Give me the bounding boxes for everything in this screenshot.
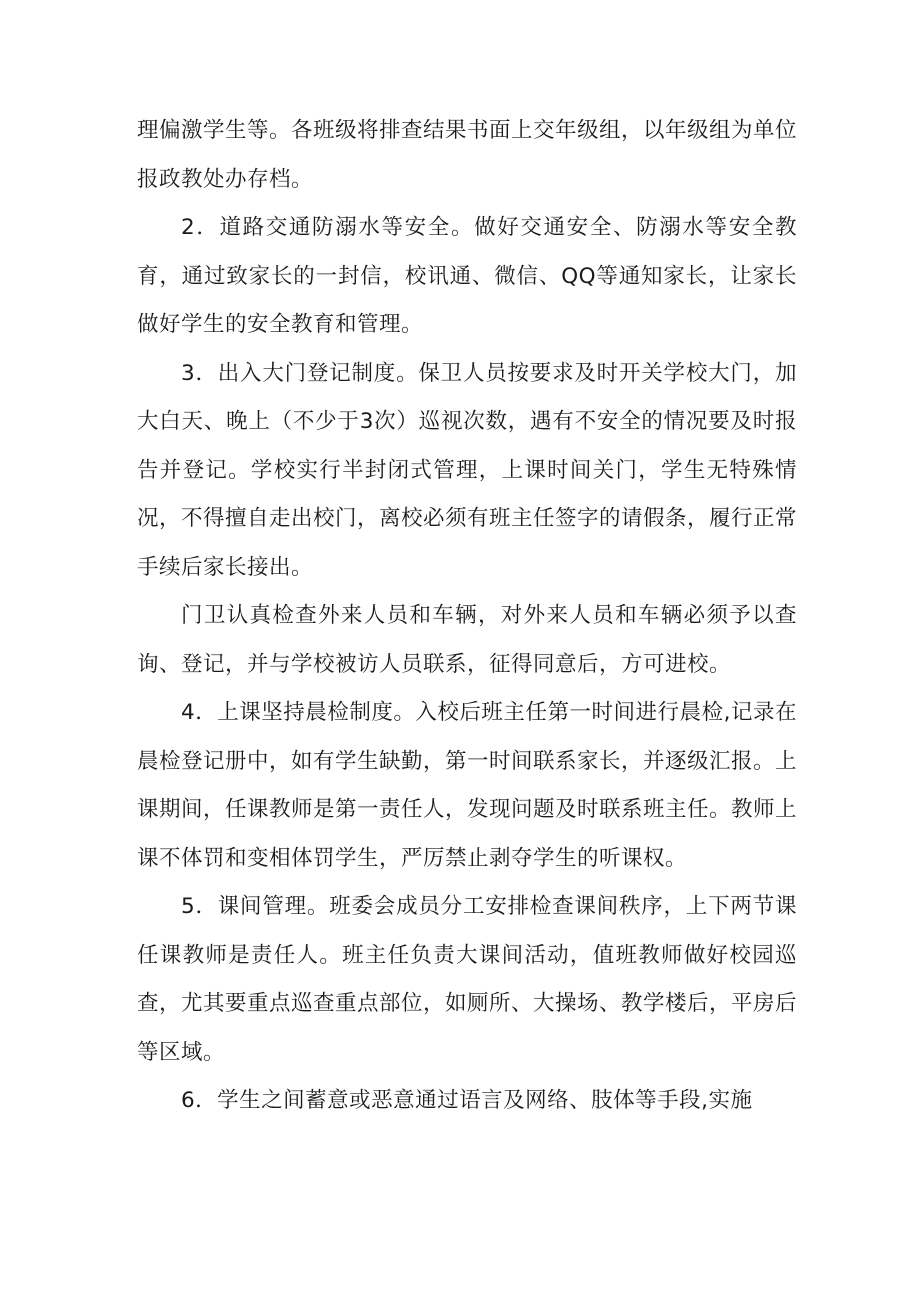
- paragraph-item-2: 2．道路交通防溺水等安全。做好交通安全、防溺水等安全教育，通过致家长的一封信，校讯通、微信、QQ等通知家长，让家长做好学生的安全教育和管理。: [137, 215, 797, 337]
- paragraph-continuation: 理偏激学生等。各班级将排查结果书面上交年级组，以年级组为单位报政教处办存档。: [137, 118, 798, 192]
- paragraph-item-6: 6．学生之间蓄意或恶意通过语言及网络、肢体等手段,实施: [181, 1088, 753, 1113]
- document-body: [137, 107, 797, 1126]
- paragraph-gate-inspection: 门卫认真检查外来人员和车辆，对外来人员和车辆必须予以查询、登记，并与学校被访人员联系，征得同意后，方可进校。: [137, 603, 797, 677]
- paragraph-item-5: 5．课间管理。班委会成员分工安排检查课间秩序，上下两节课任课教师是责任人。班主任负责大课间活动，值班教师做好校园巡查，尤其要重点巡查重点部位，如厕所、大操场、教学楼后，平房后等区域。: [137, 894, 798, 1065]
- paragraph-item-3: 3．出入大门登记制度。保卫人员按要求及时开关学校大门，加大白天、晚上（不少于3次）巡视次数，遇有不安全的情况要及时报告并登记。学校实行半封闭式管理，上课时间关门，学生无特殊情况，不得擅自走出校门，离校必须有班主任签字的请假条，履行正常手续后家长接出。: [137, 360, 798, 580]
- paragraph-item-4: 4．上课坚持晨检制度。入校后班主任第一时间进行晨检,记录在晨检登记册中，如有学生缺勤，第一时间联系家长，并逐级汇报。上课期间，任课教师是第一责任人，发现问题及时联系班主任。教师上课不体罚和变相体罚学生，严厉禁止剥夺学生的听课权。: [137, 700, 798, 871]
